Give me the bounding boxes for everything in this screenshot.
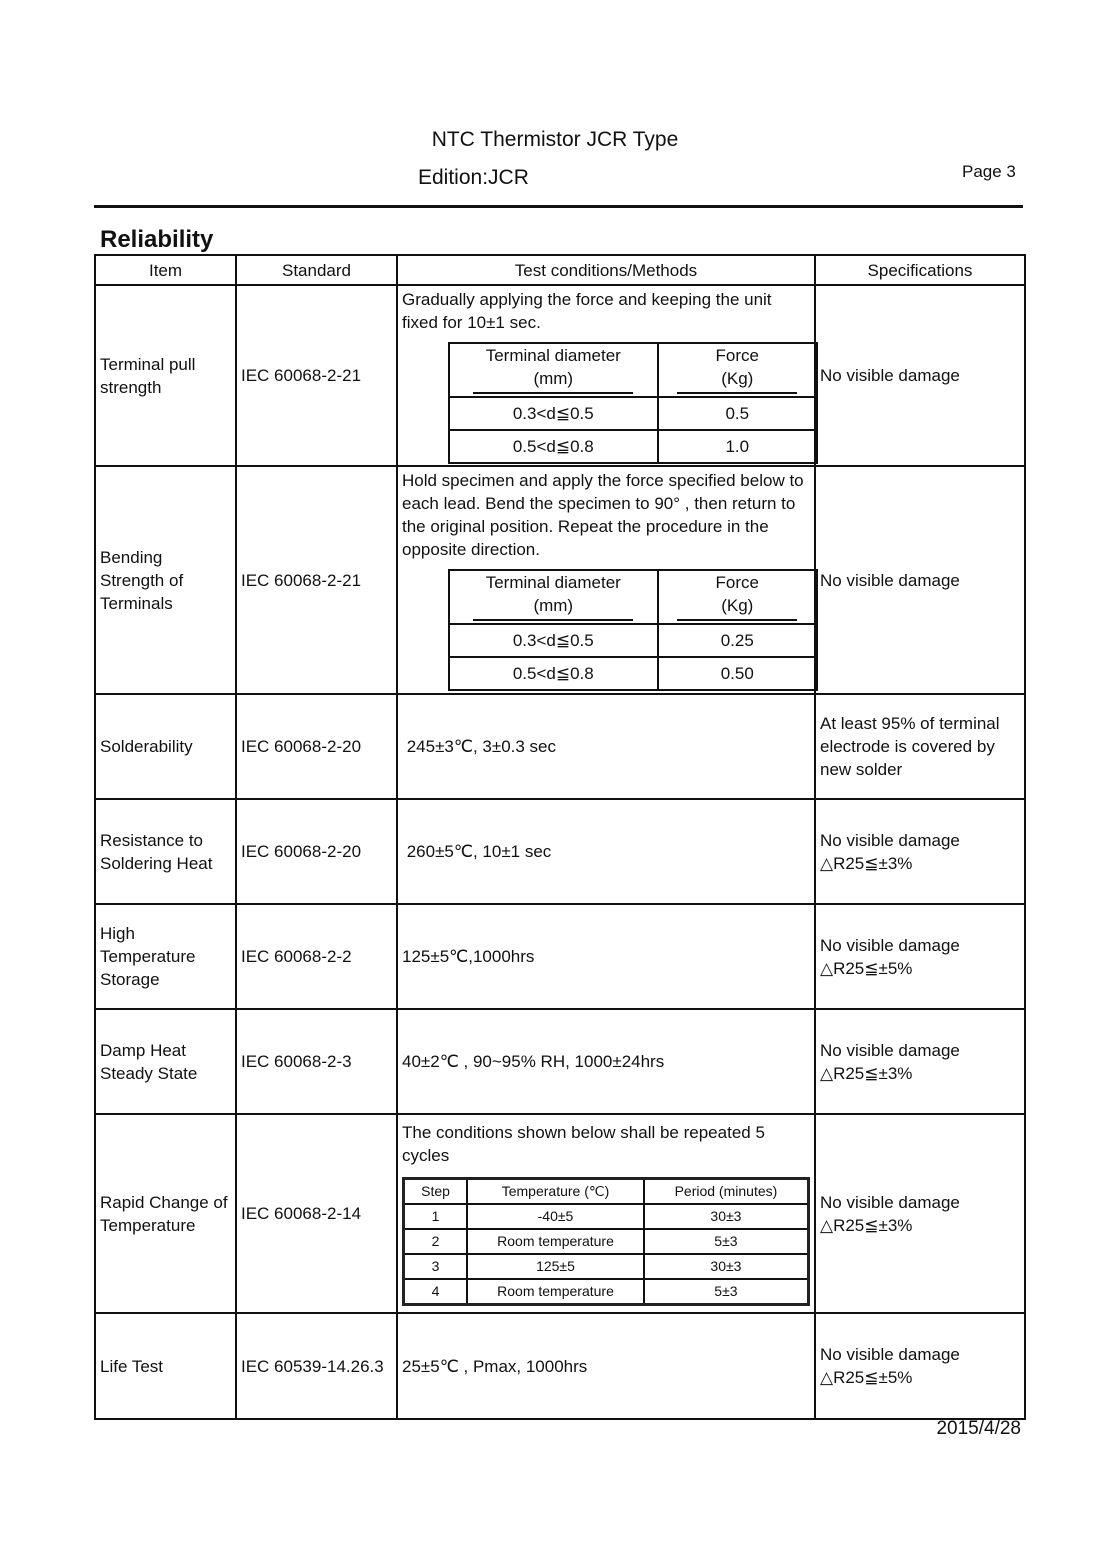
- cycle-row: [404, 1229, 809, 1254]
- spec-cell: [815, 1313, 1025, 1419]
- spec-cell: At least 95% of terminal electrode is covered by new solder: [815, 694, 1025, 799]
- conditions-text: The conditions shown below shall be repeated 5 cycles: [402, 1123, 765, 1165]
- table-row: [95, 1114, 1025, 1313]
- cycle-period: 30±3: [644, 1254, 809, 1279]
- spec-damage: No visible damage: [820, 830, 960, 850]
- footer-date: 2015/4/28: [936, 1418, 1021, 1439]
- standard-cell: IEC 60068-2-20: [236, 694, 397, 799]
- conditions-cell: 260±5℃, 10±1 sec: [397, 799, 815, 904]
- spec-resistance-change: △R25≦±5%: [820, 958, 913, 978]
- diameter-header: Terminal diameter: [485, 573, 621, 592]
- spec-resistance-change: △R25≦±5%: [820, 1368, 913, 1387]
- cycle-step: 3: [404, 1254, 468, 1279]
- temperature-cycle-table: [402, 1177, 810, 1306]
- spec-resistance-change: △R25≦±3%: [820, 1215, 913, 1235]
- document-title: NTC Thermistor JCR Type: [431, 128, 679, 151]
- standard-cell: IEC 60068-2-2: [236, 904, 397, 1009]
- header-divider: [94, 205, 1023, 208]
- force-unit: (Kg): [721, 368, 754, 388]
- force-value: 1.0: [658, 430, 817, 463]
- cycle-period: 5±3: [644, 1279, 809, 1305]
- force-unit: (Kg): [721, 596, 754, 615]
- spec-cell: [815, 1009, 1025, 1114]
- conditions-text: Gradually applying the force and keeping the unit fixed for 10±1 sec.: [402, 289, 772, 332]
- cycle-temperature: 125±5: [467, 1254, 644, 1279]
- item-cell: Bending Strength of Terminals: [95, 466, 236, 694]
- diameter-value: 0.5<d≦0.8: [449, 430, 658, 463]
- table-header-row: [95, 255, 1025, 285]
- item-cell: Damp Heat Steady State: [95, 1009, 236, 1114]
- diameter-value: 0.5<d≦0.8: [449, 657, 658, 690]
- conditions-cell: [397, 1114, 815, 1313]
- section-title: Reliability: [100, 226, 214, 253]
- column-header-standard: Standard: [236, 255, 397, 285]
- cycle-period: 30±3: [644, 1204, 809, 1229]
- diameter-unit: (mm): [533, 368, 574, 388]
- edition-label: Edition:JCR: [418, 166, 529, 189]
- item-cell: Terminal pull strength: [95, 285, 236, 466]
- item-cell: Resistance to Soldering Heat: [95, 799, 236, 904]
- cycle-step: 2: [404, 1229, 468, 1254]
- standard-cell: IEC 60068-2-21: [236, 466, 397, 694]
- page-number: Page 3: [962, 162, 1016, 181]
- cycle-header-temperature: Temperature (℃): [467, 1179, 644, 1205]
- table-row: [95, 694, 1025, 799]
- force-value: 0.5: [658, 397, 817, 430]
- spec-damage: No visible damage: [820, 1192, 960, 1212]
- conditions-cell: 40±2℃ , 90~95% RH, 1000±24hrs: [397, 1009, 815, 1114]
- cycle-row: [404, 1204, 809, 1229]
- diameter-value: 0.3<d≦0.5: [449, 397, 658, 430]
- table-row: [95, 466, 1025, 694]
- spec-cell: [815, 904, 1025, 1009]
- cycle-temperature: -40±5: [467, 1204, 644, 1229]
- standard-cell: IEC 60068-2-20: [236, 799, 397, 904]
- cycle-temperature: Room temperature: [467, 1229, 644, 1254]
- spec-damage: No visible damage: [820, 1345, 960, 1364]
- diameter-header: Terminal diameter: [485, 345, 621, 365]
- item-cell: High Temperature Storage: [95, 904, 236, 1009]
- force-table: [448, 569, 818, 691]
- force-header: Force: [715, 345, 759, 365]
- cycle-row: [404, 1254, 809, 1279]
- item-cell: Life Test: [95, 1313, 236, 1419]
- spec-cell: [815, 1114, 1025, 1313]
- item-cell: Rapid Change of Temperature: [95, 1114, 236, 1313]
- table-row: [95, 799, 1025, 904]
- table-row: [95, 285, 1025, 466]
- conditions-text: Hold specimen and apply the force specified below to each lead. Bend the specimen to 90° , then return to the original position. Repeat the procedure in the opposite direction.: [402, 471, 804, 559]
- cycle-period: 5±3: [644, 1229, 809, 1254]
- standard-cell: IEC 60068-2-3: [236, 1009, 397, 1114]
- spec-cell: No visible damage: [815, 466, 1025, 694]
- spec-damage: No visible damage: [820, 935, 960, 955]
- cycle-step: 4: [404, 1279, 468, 1305]
- table-row: [95, 1313, 1025, 1419]
- spec-resistance-change: △R25≦±3%: [820, 1063, 913, 1083]
- table-row: [95, 904, 1025, 1009]
- table-row: [95, 1009, 1025, 1114]
- standard-cell: IEC 60539-14.26.3: [236, 1313, 397, 1419]
- cycle-temperature: Room temperature: [467, 1279, 644, 1305]
- force-value: 0.50: [658, 657, 817, 690]
- spec-cell: [815, 799, 1025, 904]
- cycle-header-step: Step: [404, 1179, 468, 1205]
- conditions-cell: 245±3℃, 3±0.3 sec: [397, 694, 815, 799]
- conditions-cell: [397, 466, 815, 694]
- standard-cell: IEC 60068-2-21: [236, 285, 397, 466]
- column-header-test-conditions: Test conditions/Methods: [397, 255, 815, 285]
- column-header-item: Item: [95, 255, 236, 285]
- cycle-row: [404, 1279, 809, 1305]
- cycle-step: 1: [404, 1204, 468, 1229]
- force-header: Force: [715, 573, 759, 592]
- spec-damage: No visible damage: [820, 1040, 960, 1060]
- standard-cell: IEC 60068-2-14: [236, 1114, 397, 1313]
- column-header-specifications: Specifications: [815, 255, 1025, 285]
- cycle-header-row: [404, 1179, 809, 1205]
- cycle-header-period: Period (minutes): [644, 1179, 809, 1205]
- force-table: [448, 342, 818, 464]
- diameter-value: 0.3<d≦0.5: [449, 624, 658, 657]
- reliability-table: [94, 254, 1026, 1420]
- spec-cell: No visible damage: [815, 285, 1025, 466]
- conditions-cell: 125±5℃,1000hrs: [397, 904, 815, 1009]
- force-value: 0.25: [658, 624, 817, 657]
- conditions-cell: 25±5℃ , Pmax, 1000hrs: [397, 1313, 815, 1419]
- conditions-cell: [397, 285, 815, 466]
- diameter-unit: (mm): [533, 596, 574, 615]
- spec-resistance-change: △R25≦±3%: [820, 853, 913, 873]
- item-cell: Solderability: [95, 694, 236, 799]
